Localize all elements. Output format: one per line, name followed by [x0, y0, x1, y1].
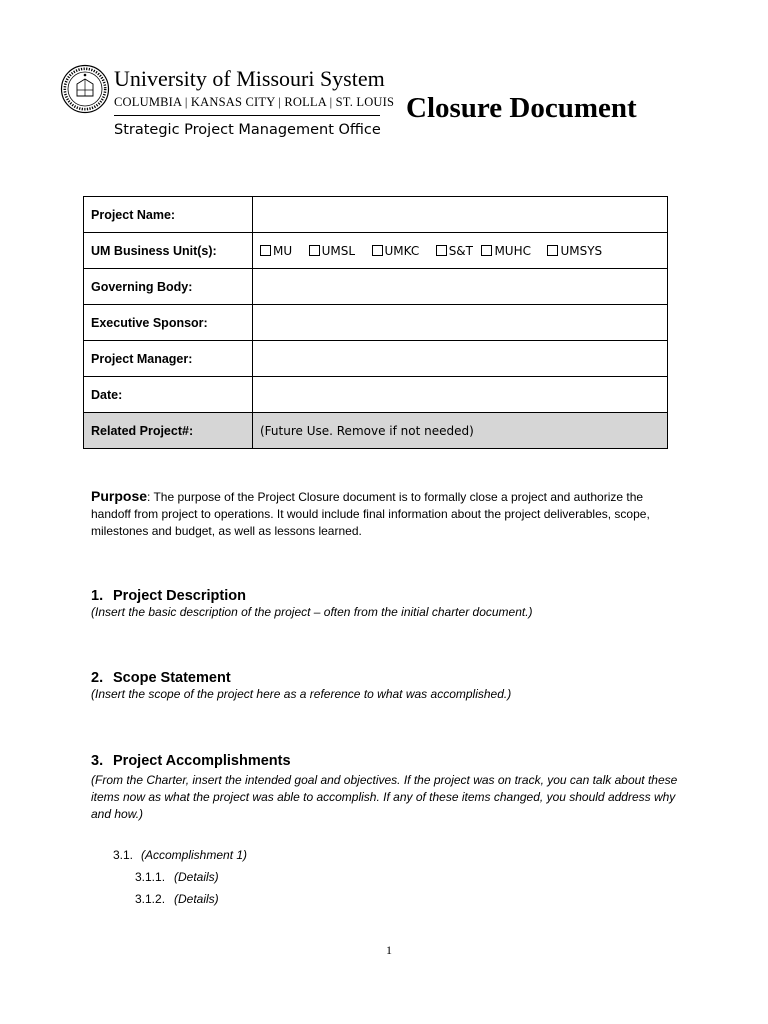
related-project-label: Related Project#:: [84, 413, 253, 449]
checkbox-label: MU: [273, 243, 293, 258]
section-number: 1.: [91, 588, 104, 604]
checkbox-umsys[interactable]: [547, 244, 602, 258]
checkbox-label: S&T: [448, 243, 473, 258]
related-project-field[interactable]: [253, 413, 668, 449]
purpose-heading: Purpose: [91, 488, 148, 504]
list-item-text: (Accomplishment 1): [141, 848, 248, 862]
executive-sponsor-label: Executive Sponsor:: [84, 305, 253, 341]
university-seal-icon: [60, 64, 110, 114]
table-row: [84, 377, 668, 413]
checkbox-box-icon: [260, 245, 271, 256]
checkbox-label: UMSYS: [560, 243, 603, 258]
table-row: [84, 269, 668, 305]
checkbox-label: UMKC: [384, 243, 420, 258]
checkbox-umsl[interactable]: [309, 244, 355, 258]
section-note: (Insert the scope of the project here as a reference to what was accomplished.): [91, 687, 512, 701]
related-project-note: (Future Use. Remove if not needed): [260, 423, 474, 438]
table-row: [84, 413, 668, 449]
list-item: [135, 891, 219, 907]
checkbox-box-icon: [372, 245, 383, 256]
campus-list: COLUMBIA | KANSAS CITY | ROLLA | ST. LOUIS: [114, 95, 395, 109]
document-header: [60, 64, 720, 154]
office-name: Strategic Project Management Office: [114, 122, 381, 138]
checkbox-mu[interactable]: [260, 244, 292, 258]
section-title: Project Description: [113, 588, 246, 604]
project-name-label: Project Name:: [84, 197, 253, 233]
table-row: [84, 305, 668, 341]
checkbox-box-icon: [547, 245, 558, 256]
business-unit-options: [253, 233, 668, 269]
section-note: (From the Charter, insert the intended goal and objectives. If the project was on track, you can talk about these items now as what the project was able to accomplish. If any of these items changed, you should address why and how.): [91, 773, 678, 821]
list-item: [135, 869, 219, 885]
checkbox-muhc[interactable]: [481, 244, 531, 258]
table-row: [84, 197, 668, 233]
checkbox-box-icon: [436, 245, 447, 256]
section-heading: [91, 587, 246, 605]
table-row: [84, 341, 668, 377]
list-item: [113, 847, 247, 863]
business-unit-label: UM Business Unit(s):: [84, 233, 253, 269]
checkbox-box-icon: [309, 245, 320, 256]
section-note: (Insert the basic description of the project – often from the initial charter document.): [91, 605, 533, 619]
purpose-paragraph: [91, 488, 686, 540]
organization-name: University of Missouri System: [114, 66, 385, 91]
checkbox-box-icon: [481, 245, 492, 256]
governing-body-label: Governing Body:: [84, 269, 253, 305]
project-info-table: [83, 196, 668, 449]
list-item-number: 3.1.1.: [135, 870, 166, 884]
list-item-number: 3.1.2.: [135, 892, 166, 906]
project-manager-label: Project Manager:: [84, 341, 253, 377]
page-number: 1: [386, 943, 392, 957]
checkbox-st[interactable]: [436, 244, 473, 258]
section-title: Scope Statement: [113, 670, 231, 686]
list-item-text: (Details): [174, 870, 219, 884]
section-number: 2.: [91, 670, 104, 686]
section-heading: [91, 669, 231, 687]
list-item-text: (Details): [174, 892, 219, 906]
executive-sponsor-field[interactable]: [253, 305, 668, 341]
checkbox-label: UMSL: [321, 243, 356, 258]
date-field[interactable]: [253, 377, 668, 413]
checkbox-label: MUHC: [494, 243, 531, 258]
header-divider: [114, 115, 380, 116]
purpose-text: : The purpose of the Project Closure document is to formally close a project and authorize the handoff from project to operations. It would include final information about the project deliverables, scope, milestones and budget, as well as lessons learned.: [91, 490, 650, 538]
document-title: Closure Document: [406, 92, 637, 124]
project-manager-field[interactable]: [253, 341, 668, 377]
governing-body-field[interactable]: [253, 269, 668, 305]
section-number: 3.: [91, 753, 104, 769]
section-heading: [91, 752, 291, 770]
section-title: Project Accomplishments: [113, 753, 291, 769]
date-label: Date:: [84, 377, 253, 413]
project-name-field[interactable]: [253, 197, 668, 233]
checkbox-umkc[interactable]: [372, 244, 420, 258]
table-row: [84, 233, 668, 269]
list-item-number: 3.1.: [113, 848, 134, 862]
